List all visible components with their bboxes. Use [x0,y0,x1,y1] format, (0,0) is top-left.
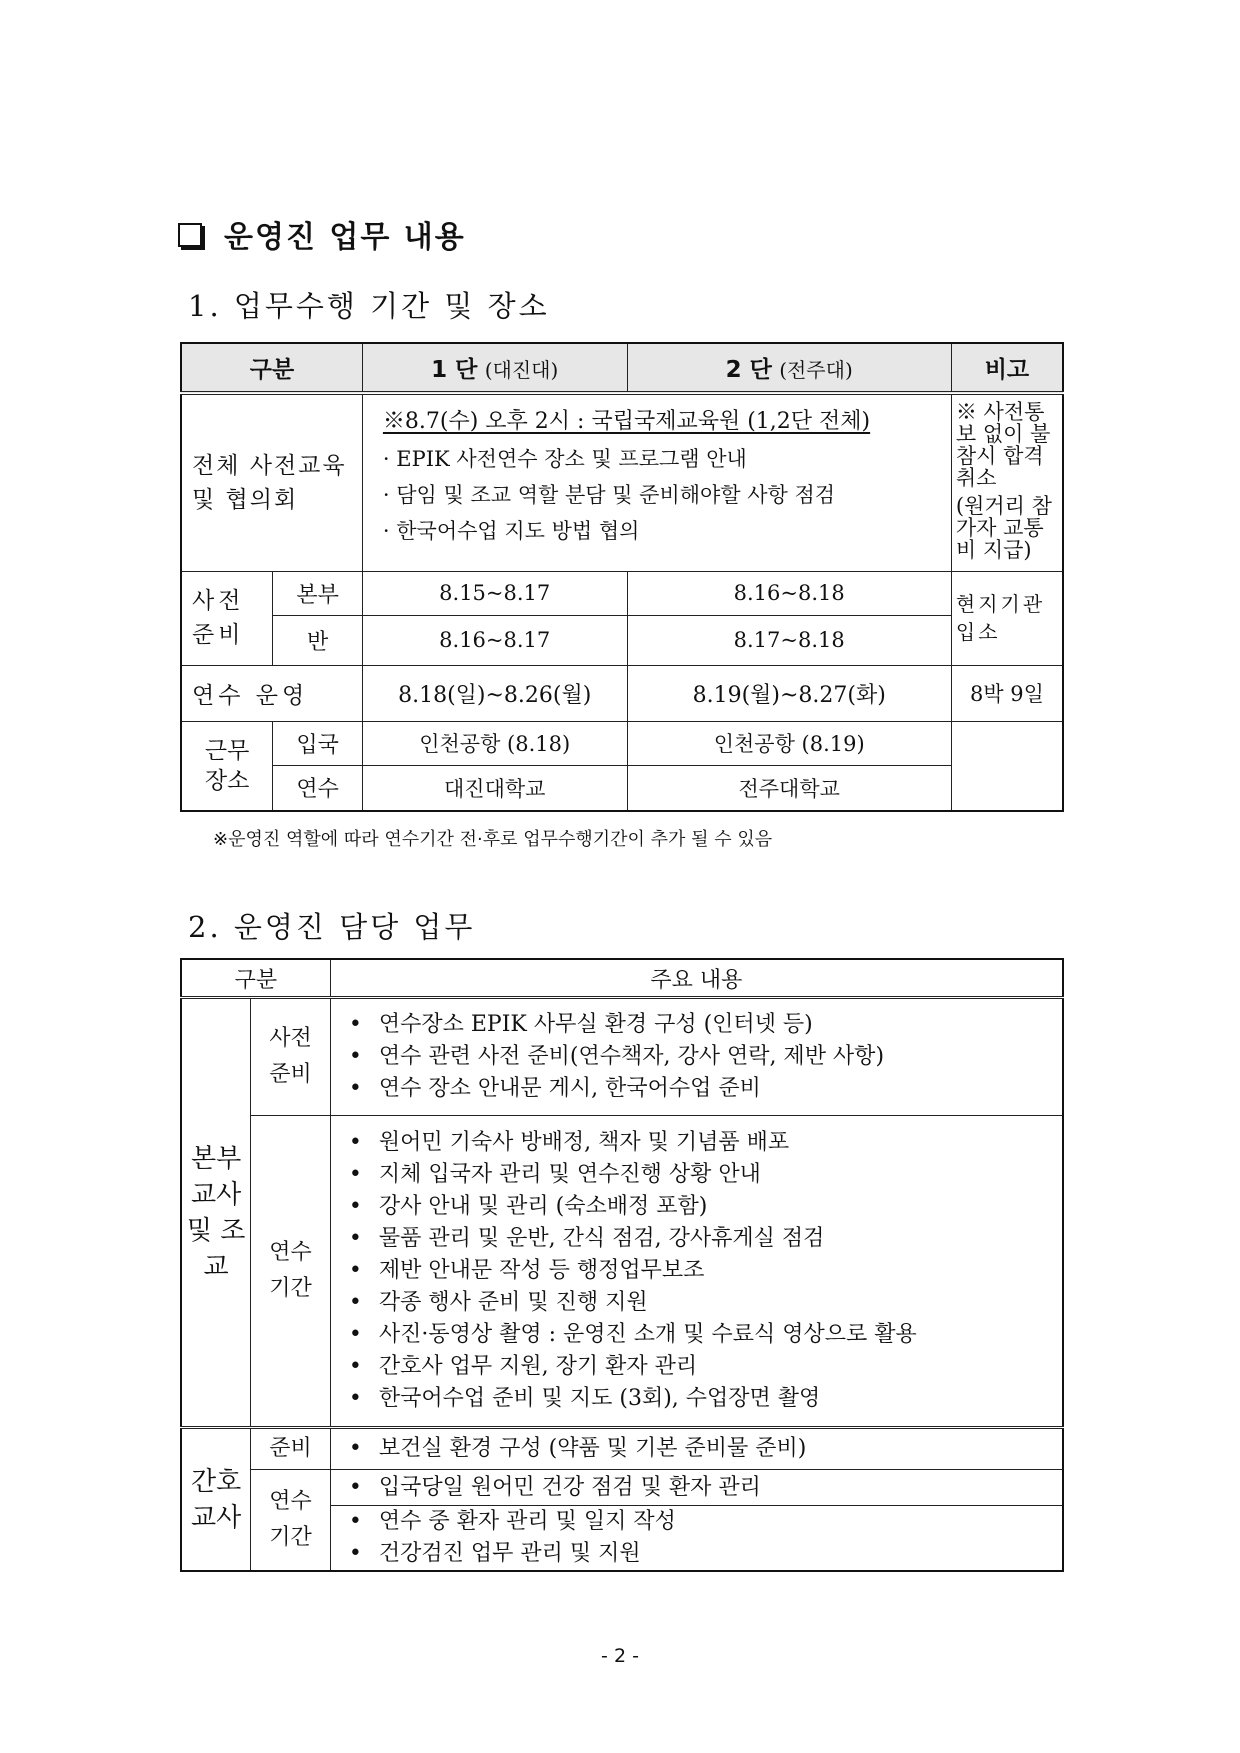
row-label-run: 연수 운영 [181,665,362,721]
table-row [181,765,1063,811]
group-hq-staff: 본부 교사 및 조교 [181,998,251,1428]
list-item: • 연수 관련 사전 준비(연수책자, 강사 연락, 제반 사항) [349,1041,1062,1073]
list-item: · 담임 및 조교 역할 분담 및 준비해야할 사항 점검 [382,483,836,507]
list-item: • 간호사 업무 지원, 장기 환자 관리 [349,1351,1062,1383]
prep-hq-phase2: 8.16~8.18 [627,571,951,615]
list-item: • 한국어수업 준비 및 지도 (3회), 수업장면 촬영 [349,1383,1062,1415]
remark-text: (원거리 참가자 교통비 지급) [955,494,1052,562]
header-category: 구분 [181,343,362,393]
list-item: • 강사 안내 및 관리 (숙소배정 포함) [349,1191,1062,1223]
g1-period-content [330,1116,1063,1428]
section-title [178,212,466,256]
table-row [181,1470,1063,1506]
page-number: - 2 - [601,1645,639,1667]
table-row [181,1428,1063,1470]
prep-hq-phase1: 8.15~8.17 [362,571,627,615]
header-main-content: 주요 내용 [330,959,1063,998]
list-item: • 원어민 기숙사 방배정, 책자 및 기념품 배포 [349,1127,1062,1159]
list-item: • 입국당일 원어민 건강 점검 및 환자 관리 [349,1472,1062,1504]
list-item: • 연수 장소 안내문 게시, 한국어수업 준비 [349,1073,1062,1105]
duties-table-header [181,959,1063,998]
row-label-place: 근무 장소 [181,721,273,811]
subsection-title-1: 1. 업무수행 기간 및 장소 [188,289,550,323]
place-sub-training: 연수 [273,765,363,811]
place-entry-phase1: 인천공항 (8.18) [362,721,627,765]
g2-period-content-a [330,1470,1063,1506]
prep-sub-hq: 본부 [273,571,363,615]
header-phase-1: 1 단 (대진대) [362,343,627,393]
header-phase-2: 2 단 (전주대) [627,343,951,393]
schedule-table [180,342,1064,812]
group-nurse: 간호 교사 [181,1428,251,1572]
g1-prep-content [330,998,1063,1116]
list-item: • 제반 안내문 작성 등 행정업무보조 [349,1255,1062,1287]
row-label-pre-education: 전체 사전교육 및 협의회 [181,393,362,571]
subsection-title-2: 2. 운영진 담당 업무 [188,910,476,944]
g1-prep-label: 사전 준비 [251,998,331,1116]
prep-class-phase2: 8.17~8.18 [627,615,951,665]
footnote: ※운영진 역할에 따라 연수기간 전·후로 업무수행기간이 추가 될 수 있음 [213,829,773,850]
g2-prep-content [330,1428,1063,1470]
list-item: • 각종 행사 준비 및 진행 지원 [349,1287,1062,1319]
table-row [181,571,1063,615]
g2-prep-label: 준비 [251,1428,331,1470]
g2-period-label: 연수 기간 [251,1470,331,1572]
g1-period-label: 연수 기간 [251,1116,331,1428]
g2-period-content-b [330,1506,1063,1572]
place-training-phase1: 대진대학교 [362,765,627,811]
place-training-phase2: 전주대학교 [627,765,951,811]
table-row [181,998,1063,1116]
pre-education-content [362,393,951,571]
prep-sub-class: 반 [273,615,363,665]
list-item: · 한국어수업 지도 방법 협의 [382,519,640,543]
list-item: · EPIK 사전연수 장소 및 프로그램 안내 [382,447,747,471]
table-row [181,665,1063,721]
header-category: 구분 [181,959,330,998]
run-phase1: 8.18(일)~8.26(월) [362,665,627,721]
header-remarks: 비고 [951,343,1063,393]
list-item: • 연수 중 환자 관리 및 일지 작성 [349,1506,1062,1538]
remark-place-empty [951,721,1063,811]
list-item: • 물품 관리 및 운반, 간식 점검, 강사휴게실 점검 [349,1223,1062,1255]
table-row [181,615,1063,665]
pre-education-main: ※8.7(수) 오후 2시 : 국립국제교육원 (1,2단 전체) [382,409,871,434]
place-entry-phase2: 인천공항 (8.19) [627,721,951,765]
table-row [181,393,1063,571]
duties-table [180,958,1064,1572]
list-item: • 연수장소 EPIK 사무실 환경 구성 (인터넷 등) [349,1009,1062,1041]
remark-pre-education [951,393,1063,571]
section-title-text: 운영진 업무 내용 [224,220,466,255]
table-row [181,1116,1063,1428]
schedule-table-header [181,343,1063,393]
checkbox-square-icon [178,223,202,247]
remark-prep: 현지기관 입소 [951,571,1063,665]
place-sub-entry: 입국 [273,721,363,765]
list-item: • 보건실 환경 구성 (약품 및 기본 준비물 준비) [349,1433,1062,1465]
list-item: • 건강검진 업무 관리 및 지원 [349,1538,1062,1570]
table-row [181,721,1063,765]
remark-run: 8박 9일 [951,665,1063,721]
row-label-prep: 사전 준비 [181,571,273,665]
prep-class-phase1: 8.16~8.17 [362,615,627,665]
run-phase2: 8.19(월)~8.27(화) [627,665,951,721]
remark-text: ※ 사전통보 없이 불참시 합격취소 [955,400,1051,490]
list-item: • 사진·동영상 촬영 : 운영진 소개 및 수료식 영상으로 활용 [349,1319,1062,1351]
list-item: • 지체 입국자 관리 및 연수진행 상황 안내 [349,1159,1062,1191]
